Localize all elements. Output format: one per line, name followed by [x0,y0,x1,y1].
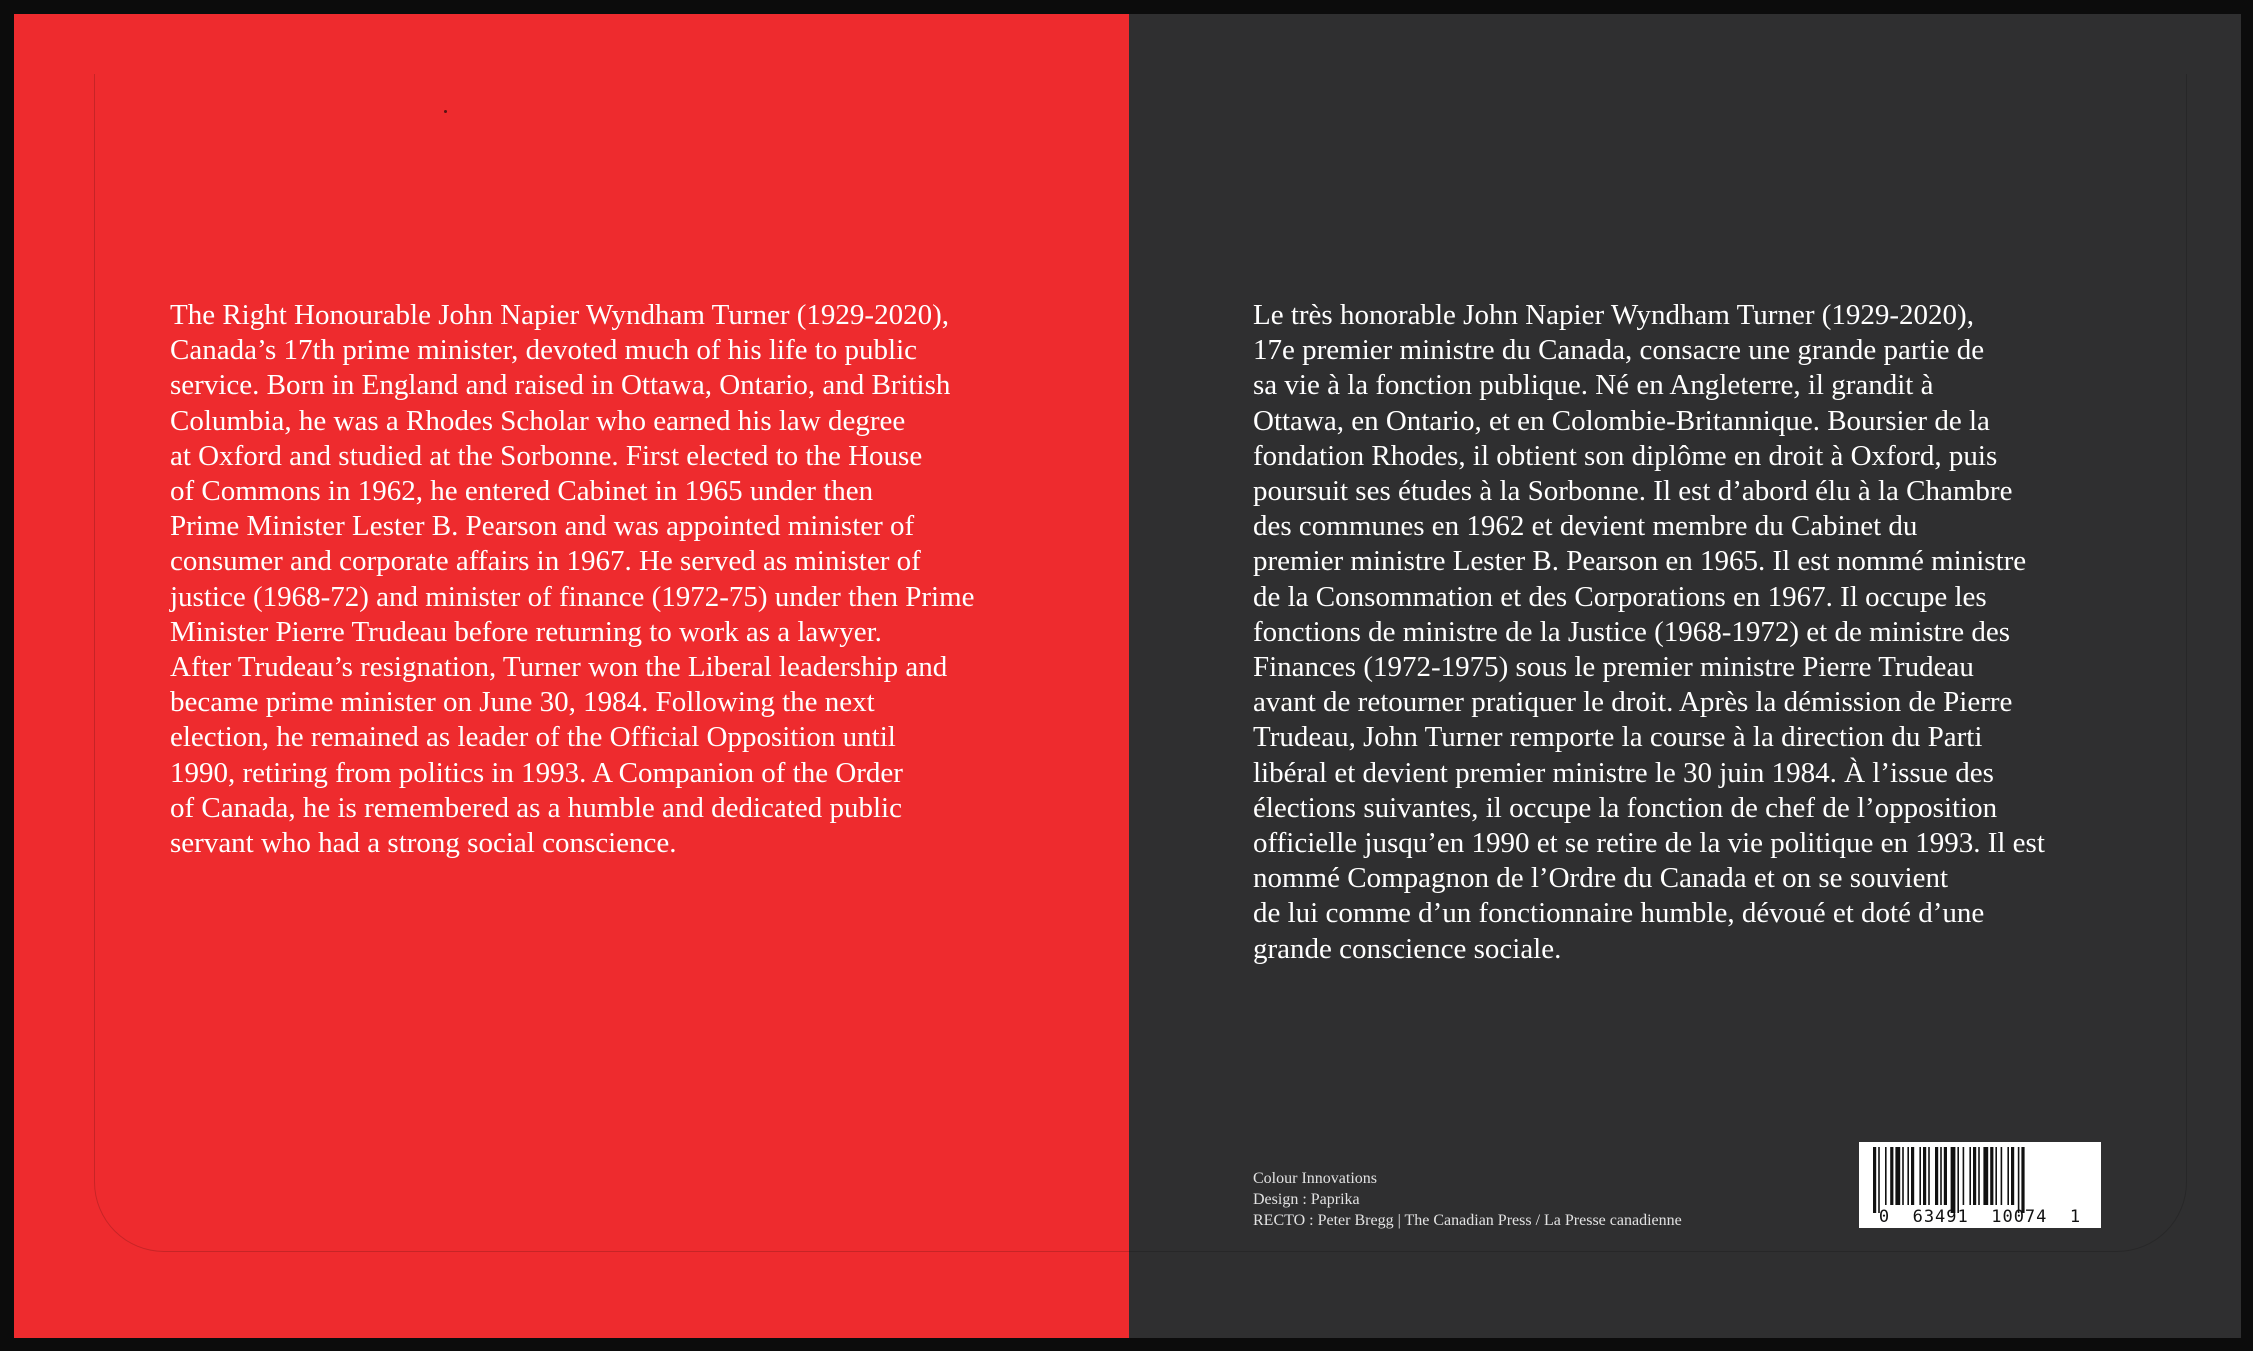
barcode-bar [1983,1147,1988,1205]
barcode-bar [1973,1147,1976,1205]
barcode-bar [1873,1147,1876,1213]
barcode-bar [2021,1147,2024,1213]
barcode-bar [2011,1147,2014,1205]
printer-credit: Colour Innovations [1253,1170,1377,1187]
barcode-bar [1919,1147,1921,1205]
barcode-bar [1907,1147,1909,1205]
barcode-bar [1923,1147,1926,1205]
barcode-bar [1990,1147,1993,1205]
barcode-bar [1935,1147,1938,1205]
barcode-bar [1957,1147,1959,1213]
barcode-bar [1951,1147,1956,1213]
barcode-bar [1902,1147,1904,1205]
red-panel [14,14,1129,1338]
barcode-number: 0 63491 10074 1 [1878,1207,2082,1227]
design-credit: Design : Paprika [1253,1191,1360,1208]
photo-credit: RECTO : Peter Bregg | The Canadian Press / La Presse canadienne [1253,1212,1682,1229]
barcode-bar [1911,1147,1914,1205]
barcode-bar [1978,1147,1980,1205]
barcode-bar [1995,1147,1997,1205]
barcode-bar [1963,1147,1965,1205]
barcode-bar [1940,1147,1942,1205]
barcode-bar [1878,1147,1880,1213]
barcode-bar [2001,1147,2003,1205]
barcode-bar [1890,1147,1893,1205]
barcode-bar [2018,1147,2020,1213]
french-biography: Le très honorable John Napier Wyndham Turner (1929-2020), 17e premier ministre du Canada, consacre une grande partie de sa vie à la fonction publique. Né en Angleterre, il grandit à Ottawa, en Ontario, et en Colombie-Britannique. Boursier de la fondation Rhodes, il obtient son diplôme en droit à Oxford, puis poursuit ses études à la Sorbonne. Il est d’abord élu à la Chambre des communes en 1962 et devient membre du Cabinet du premier ministre Lester B. Pearson en 1965. Il est nommé ministre de la Consommation et des Corporations en 1967. Il occupe les fonctions de ministre de la Justice (1968-1972) et de ministre des Finances (1972-1975) sous le premier ministre Pierre Trudeau avant de retourner pratiquer le droit. Après la démission de Pierre Trudeau, John Turner remporte la course à la direction du Parti libéral et devient premier ministre le 30 juin 1984. À l’issue des élections suivantes, il occupe la fonction de chef de l’opposition officielle jusqu’en 1990 et se retire de la vie politique en 1993. Il est nommé Compagnon de l’Ordre du Canada et on se souvient de lui comme d’un fonctionnaire humble, dévoué et doté d’une grande conscience sociale. [1253,299,2045,965]
upc-barcode [1859,1142,2101,1228]
barcode-bar [1895,1147,1900,1205]
dust-speck [444,110,447,113]
barcode-bar [1885,1147,1887,1205]
barcode-bar [1969,1147,1971,1205]
barcode-bar [2007,1147,2009,1205]
barcode-bar [1928,1147,1930,1205]
barcode-bar [1944,1147,1947,1205]
envelope-back [14,14,2241,1338]
english-biography: The Right Honourable John Napier Wyndham Turner (1929-2020), Canada’s 17th prime minister, devoted much of his life to public service. Born in England and raised in Ottawa, Ontario, and British Columbia, he was a Rhodes Scholar who earned his law degree at Oxford and studied at the Sorbonne. First elected to the House of Commons in 1962, he entered Cabinet in 1965 under then Prime Minister Lester B. Pearson and was appointed minister of consumer and corporate affairs in 1967. He served as minister of justice (1968-72) and minister of finance (1972-75) under then Prime Minister Pierre Trudeau before returning to work as a lawyer. After Trudeau’s resignation, Turner won the Liberal leadership and became prime minister on June 30, 1984. Following the next election, he remained as leader of the Official Opposition until 1990, retiring from politics in 1993. A Companion of the Order of Canada, he is remembered as a humble and dedicated public servant who had a strong social conscience. [170,299,975,860]
production-credits [1253,1168,1682,1231]
